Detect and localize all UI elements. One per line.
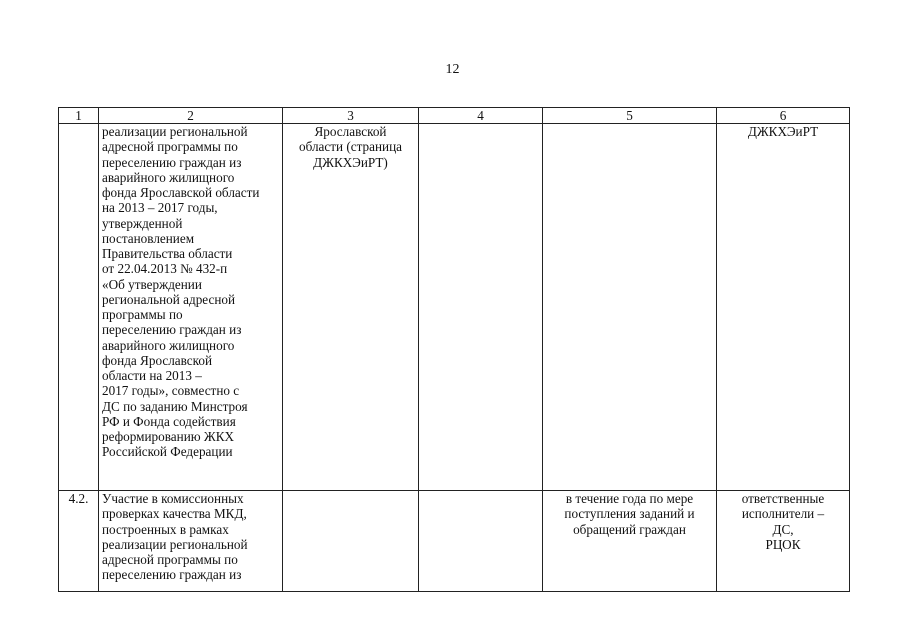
header-col-2: 2 bbox=[99, 108, 283, 124]
col4-cell bbox=[419, 124, 543, 491]
row-number-cell: 4.2. bbox=[59, 491, 99, 592]
header-col-6: 6 bbox=[717, 108, 850, 124]
source-cell bbox=[283, 491, 419, 592]
plan-table bbox=[58, 107, 850, 592]
col4-cell bbox=[419, 491, 543, 592]
header-col-1: 1 bbox=[59, 108, 99, 124]
header-col-3: 3 bbox=[283, 108, 419, 124]
deadline-cell bbox=[543, 124, 717, 491]
executor-cell: ДЖКХЭиРТ bbox=[717, 124, 850, 491]
header-col-5: 5 bbox=[543, 108, 717, 124]
header-col-4: 4 bbox=[419, 108, 543, 124]
deadline-cell: в течение года по мере поступления заданий и обращений граждан bbox=[543, 491, 717, 592]
table-row bbox=[59, 124, 850, 491]
page-number: 12 bbox=[445, 62, 460, 77]
measure-cell: реализации региональной адресной программы по переселению граждан из аварийного жилищного фонда Ярославской области на 2013 – 2017 годы, утвержденной постановлением Правительства области от 22.04.2013 № 432-п «Об утверждении региональной адресной программы по переселению граждан из аварийного жилищного фонда Ярославской области на 2013 – 2017 годы», совместно с ДС по заданию Минстроя РФ и Фонда содействия реформированию ЖКХ Российской Федерации bbox=[99, 124, 283, 491]
table-row bbox=[59, 491, 850, 592]
executor-cell: ответственные исполнители – ДС, РЦОК bbox=[717, 491, 850, 592]
row-number-cell bbox=[59, 124, 99, 491]
source-cell: Ярославской области (страница ДЖКХЭиРТ) bbox=[283, 124, 419, 491]
table-header-row bbox=[59, 108, 850, 124]
measure-cell: Участие в комиссионных проверках качества МКД, построенных в рамках реализации региональной адресной программы по переселению граждан из bbox=[99, 491, 283, 592]
